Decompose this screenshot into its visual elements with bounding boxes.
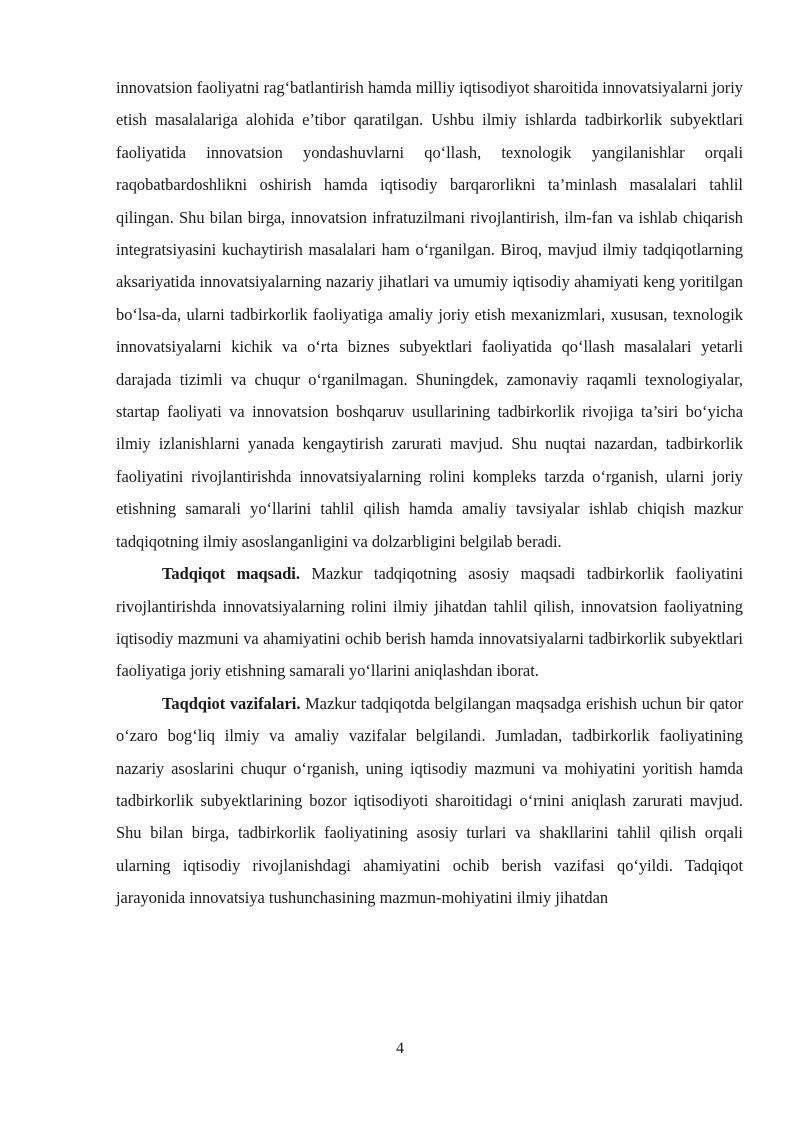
research-tasks-text: Mazkur tadqiqotda belgilangan maqsadga erishish uchun bir qator o‘zaro bog‘liq ilmiy va amaliy vazifalar belgilandi. Jumladan, tadbirkorlik faoliyatining nazariy asoslarini chuqur o‘rganish, uning iqtisodiy mazmuni va mohiyatini yoritish hamda tadbirkorlik subyektlarining bozor iqtisodiyoti sharoitidagi o‘rnini aniqlash zarurati mavjud. Shu bilan birga, tadbirkorlik faoliyatining asosiy turlari va shakllarini tahlil qilish orqali ularning iqtisodiy rivojlanishdagi ahamiyatini ochib berish vazifasi qo‘yildi. Tadqiqot jarayonida innovatsiya tushunchasining mazmun-mohiyatini ilmiy jihatdan [116,693,744,908]
research-goal-paragraph [116,558,743,688]
research-tasks-heading: Taqdqiot vazifalari. [162,693,301,713]
research-goal-heading: Tadqiqot maqsadi. [162,564,300,584]
research-tasks-paragraph [116,688,743,915]
body-paragraph: innovatsion faoliyatni rag‘batlantirish hamda milliy iqtisodiyot sharoitida innovatsiyalarni joriy etish masalalariga alohida e’tibor qaratilgan. Ushbu ilmiy ishlarda tadbirkorlik subyektlari faoliyatida innovatsion yondashuvlarni qo‘llash, texnologik yangilanishlar orqali raqobatbardoshlikni oshirish hamda iqtisodiy barqarorlikni ta’minlash masalalari tahlil qilingan. Shu bilan birga, innovatsion infratuzilmani rivojlantirish, ilm-fan va ishlab chiqarish integratsiyasini kuchaytirish masalalari ham o‘rganilgan. Biroq, mavjud ilmiy tadqiqotlarning aksariyatida innovatsiyalarning nazariy jihatlari va umumiy iqtisodiy ahamiyati keng yoritilgan bo‘lsa-da, ularni tadbirkorlik faoliyatiga amaliy joriy etish mexanizmlari, xususan, texnologik innovatsiyalarni kichik va o‘rta biznes subyektlari faoliyatida qo‘llash masalalari yetarli darajada tizimli va chuqur o‘rganilmagan. Shuningdek, zamonaviy raqamli texnologiyalar, startap faoliyati va innovatsion boshqaruv usullarining tadbirkorlik rivojiga ta’siri bo‘yicha ilmiy izlanishlarni yanada kengaytirish zarurati mavjud. Shu nuqtai nazardan, tadbirkorlik faoliyatini rivojlantirishda innovatsiyalarning rolini kompleks tarzda o‘rganish, ularni joriy etishning samarali yo‘llarini tahlil qilish hamda amaliy tavsiyalar ishlab chiqish mazkur tadqiqotning ilmiy asoslanganligini va dolzarbligini belgilab beradi. [116,78,743,551]
document-page [116,72,743,915]
research-goal-text: Mazkur tadqiqotning asosiy maqsadi tadbirkorlik faoliyatini rivojlantirishda innovatsiyalarning rolini ilmiy jihatdan tahlil qilish, innovatsion faoliyatning iqtisodiy mazmuni va ahamiyatini ochib berish hamda innovatsiyalarni tadbirkorlik subyektlari faoliyatiga joriy etishning samarali yo‘llarini aniqlashdan iborat. [116,564,743,681]
page-number: 4 [396,1040,404,1057]
